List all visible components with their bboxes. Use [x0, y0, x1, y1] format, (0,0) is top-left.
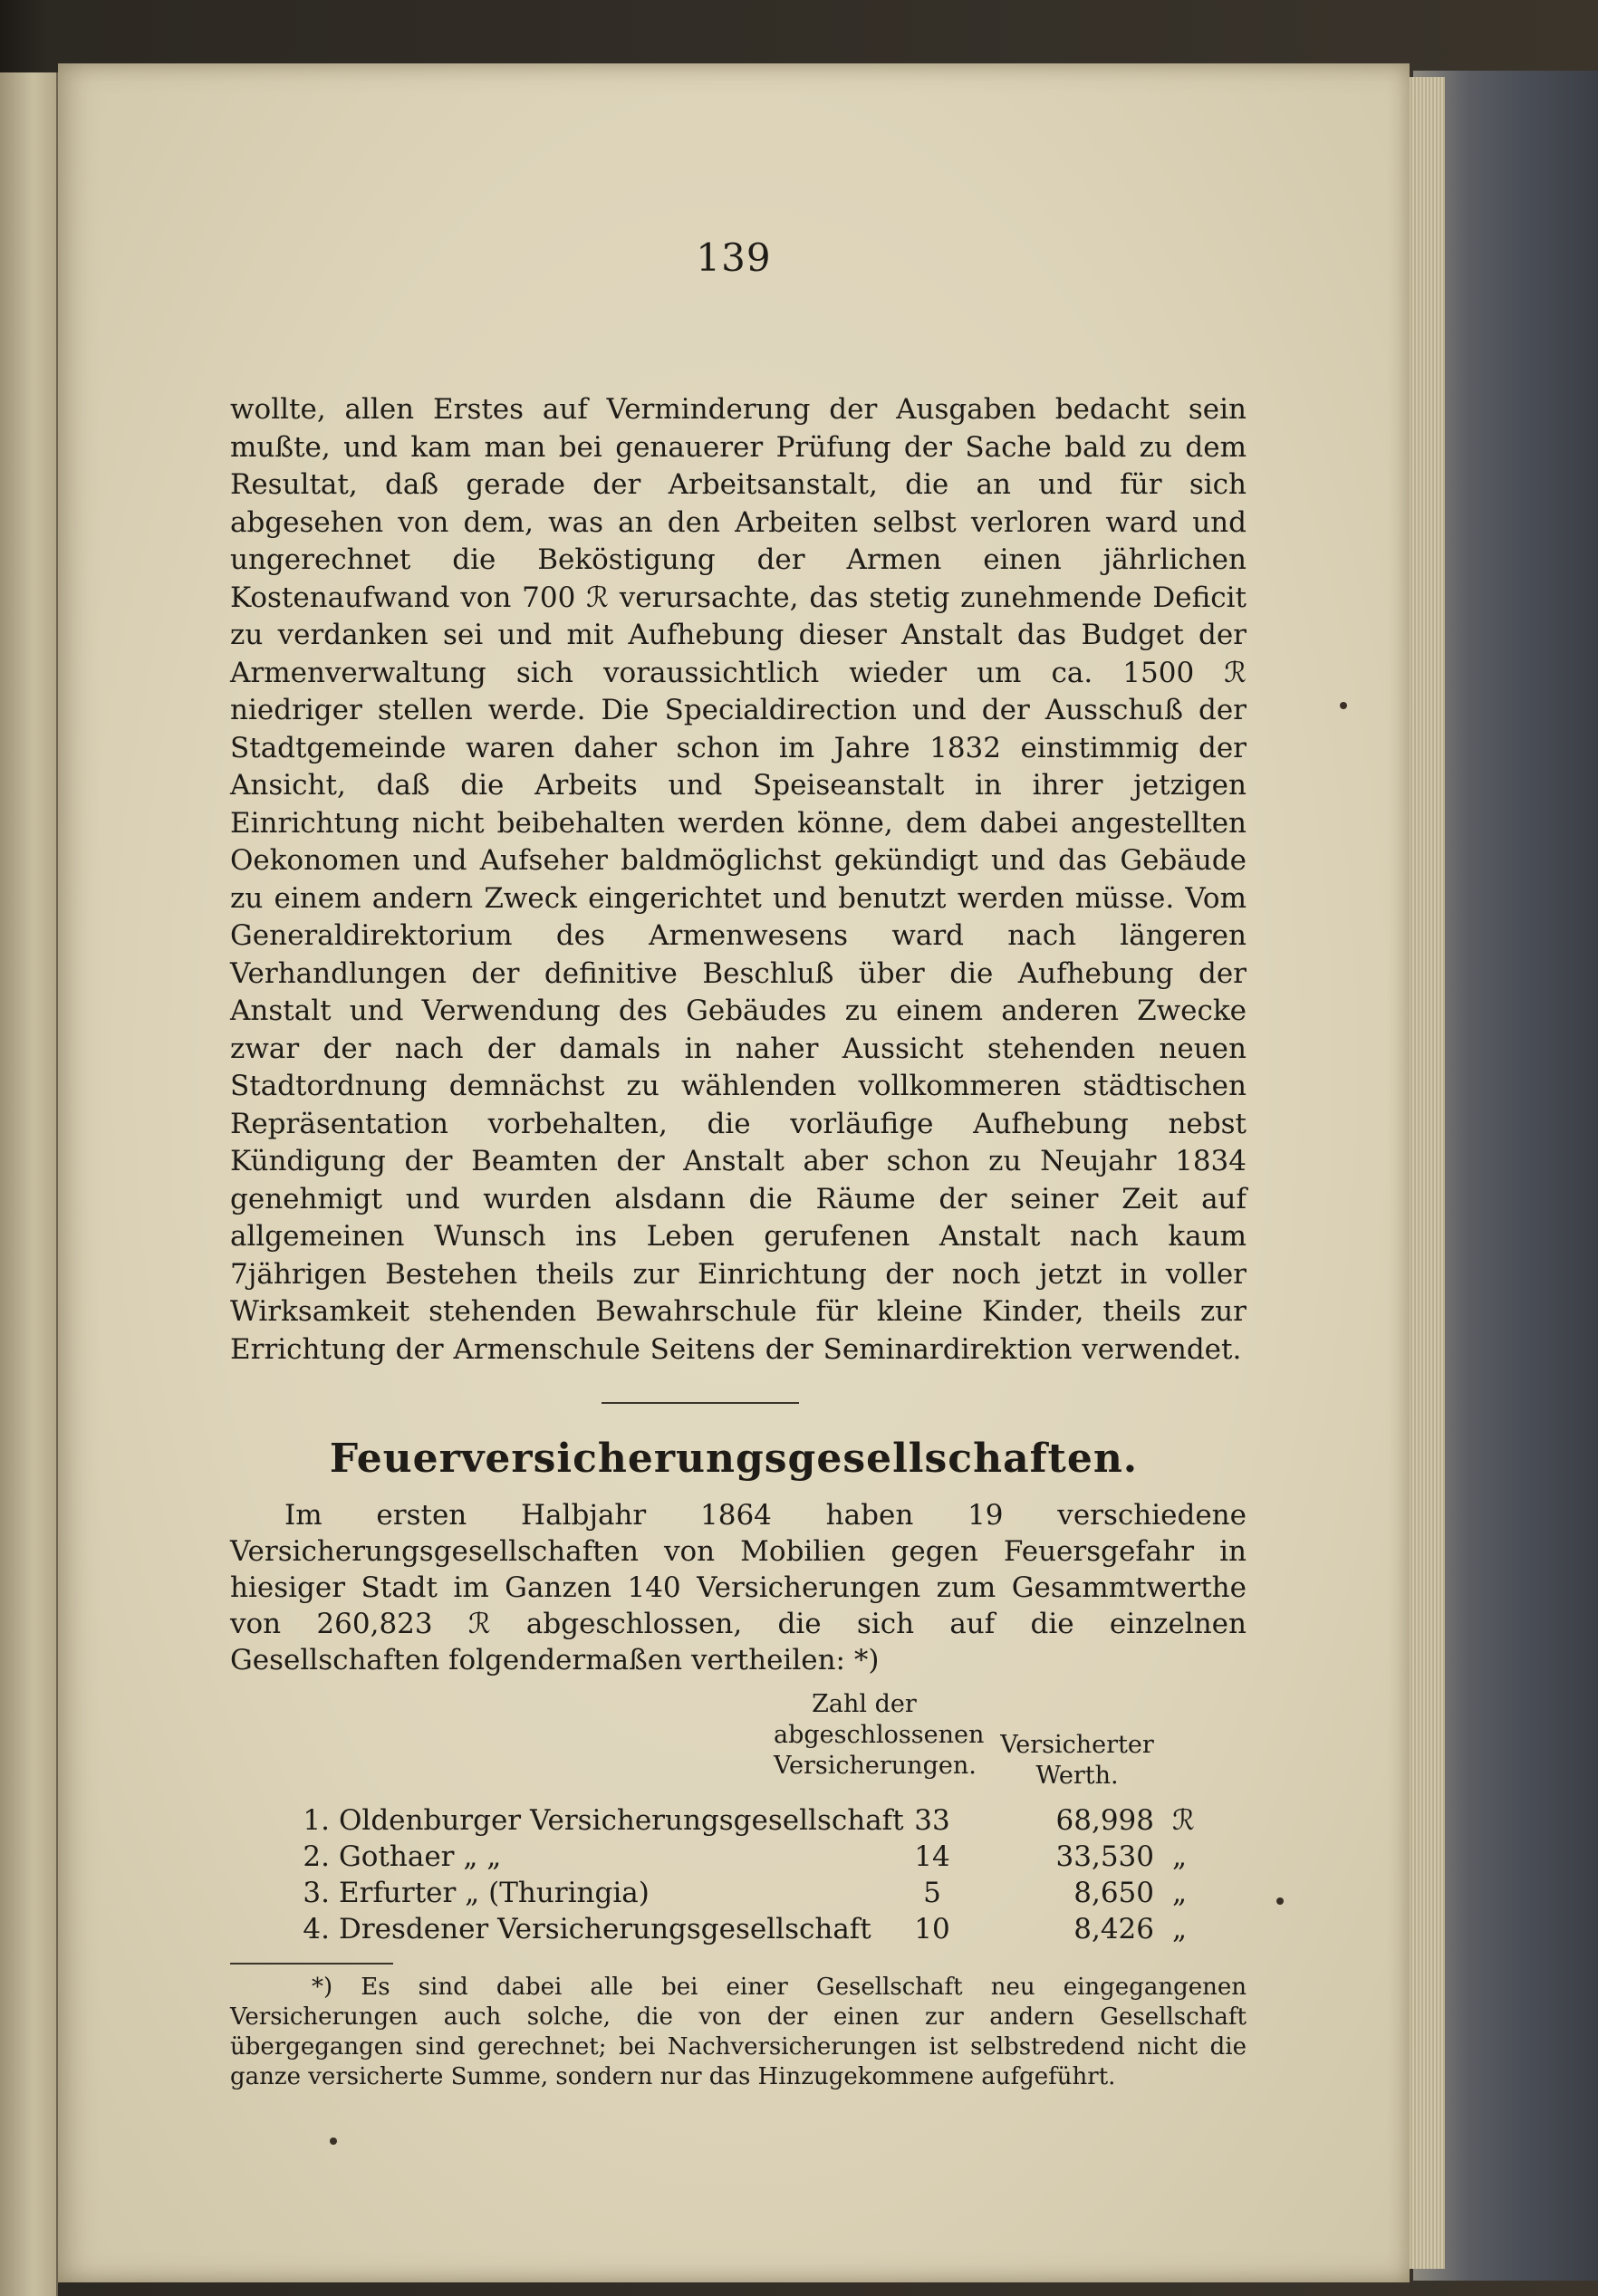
section-divider — [602, 1402, 799, 1404]
company-name: Erfurter „ (Thuringia) — [339, 1877, 650, 1909]
table-row — [230, 1839, 1254, 1875]
policy-count: 5 — [923, 1877, 941, 1909]
policy-count: 10 — [914, 1913, 950, 1945]
book-page — [58, 63, 1410, 2282]
insured-value: 33,530 — [1055, 1840, 1154, 1873]
insurance-table — [230, 1802, 1254, 1947]
page-stack-edge — [1409, 77, 1445, 2269]
column-header-value: Versicherter Werth. — [1000, 1731, 1154, 1790]
paper-speck — [1276, 1897, 1284, 1905]
policy-count: 33 — [914, 1804, 950, 1837]
row-number: 1. — [303, 1804, 330, 1837]
insured-value: 8,650 — [1073, 1877, 1154, 1909]
section-intro: Im ersten Halbjahr 1864 haben 19 verschiedene Versicherungsgesellschaften von Mobilien gegen Feuersgefahr in hiesiger Stadt im Ganzen 140 Versicherungen zum Gesammtwerthe von 260,823 ℛ abgeschlossen, die sich auf die einzelnen Gesellschaften folgendermaßen vertheilen: *) — [230, 1499, 1247, 1676]
section-heading: Feuerversicherungsgesellschaften. — [329, 1436, 1139, 1482]
column-header-count: Zahl der abgeschlossenen Versicherungen. — [774, 1690, 985, 1780]
table-row — [230, 1911, 1254, 1947]
row-number: 3. — [303, 1877, 330, 1909]
row-number: 4. — [303, 1913, 330, 1945]
footnote: *) Es sind dabei alle bei einer Gesellschaft neu eingegangenen Versicherungen auch solche, die von der einen zur andern Gesellschaft übergegangen sind gerechnet; bei Nachversicherungen ist selbstredend nicht die ganze versicherte Summe, sondern nur das Hinzugekommene aufgeführt. — [230, 1974, 1247, 2090]
company-name: Gothaer „ „ — [339, 1840, 502, 1873]
table-row — [230, 1875, 1254, 1911]
footnote-rule — [230, 1963, 393, 1965]
policy-count: 14 — [914, 1840, 950, 1873]
page-number: 139 — [696, 235, 772, 280]
company-name: Oldenburger Versicherungsgesellschaft — [339, 1804, 904, 1837]
ditto-mark: „ — [1172, 1913, 1188, 1945]
paper-speck — [1340, 702, 1347, 709]
insured-value: 68,998 — [1055, 1804, 1154, 1837]
paper-speck — [330, 2137, 337, 2145]
currency-unit: ℛ — [1172, 1804, 1195, 1837]
body-paragraph: wollte, allen Erstes auf Verminderung der Ausgaben bedacht sein mußte, und kam man bei genauerer Prüfung der Sache bald zu dem Resultat, daß gerade der Arbeitsanstalt, die an und für sich abgesehen von dem, was an den Arbeiten selbst verloren ward und ungerechnet die Beköstigung der Armen einen jährlichen Kostenaufwand von 700 ℛ verursachte, das stetig zunehmende Deficit zu verdanken sei und mit Aufhebung dieser Anstalt das Budget der Armenverwaltung sich voraussichtlich wieder um ca. 1500 ℛ niedriger stellen werde. Die Specialdirection und der Ausschuß der Stadtgemeinde waren daher schon im Jahre 1832 einstimmig der Ansicht, daß die Arbeits und Speiseanstalt in ihrer jetzigen Einrichtung nicht beibehalten werden könne, dem dabei angestellten Oekonomen und Aufseher baldmöglichst gekündigt und das Gebäude zu einem andern Zweck eingerichtet und benutzt werden müsse. Vom Generaldirektorium des Armenwesens ward nach längeren Verhandlungen der definitive Beschluß über die Aufhebung der Anstalt und Verwendung des Gebäudes zu einem anderen Zwecke zwar der nach der damals in naher Aussicht stehenden neuen Stadtordnung demnächst zu wählenden vollkommeren städtischen Repräsentation vorbehalten, die vorläufige Aufhebung nebst Kündigung der Beamten der Anstalt aber schon zu Neujahr 1834 genehmigt und wurden alsdann die Räume der seiner Zeit auf allgemeinen Wunsch ins Leben gerufenen Anstalt nach kaum 7jährigen Bestehen theils zur Einrichtung der noch jetzt in voller Wirksamkeit stehenden Bewahrschule für kleine Kinder, theils zur Errichtung der Armenschule Seitens der Seminardirektion verwendet. — [230, 393, 1247, 1366]
ditto-mark: „ — [1172, 1840, 1188, 1873]
company-name: Dresdener Versicherungsgesellschaft — [339, 1913, 871, 1945]
row-number: 2. — [303, 1840, 330, 1873]
left-page-edge — [0, 72, 58, 2296]
ditto-mark: „ — [1172, 1877, 1188, 1909]
table-row — [230, 1802, 1254, 1839]
insured-value: 8,426 — [1073, 1913, 1154, 1945]
